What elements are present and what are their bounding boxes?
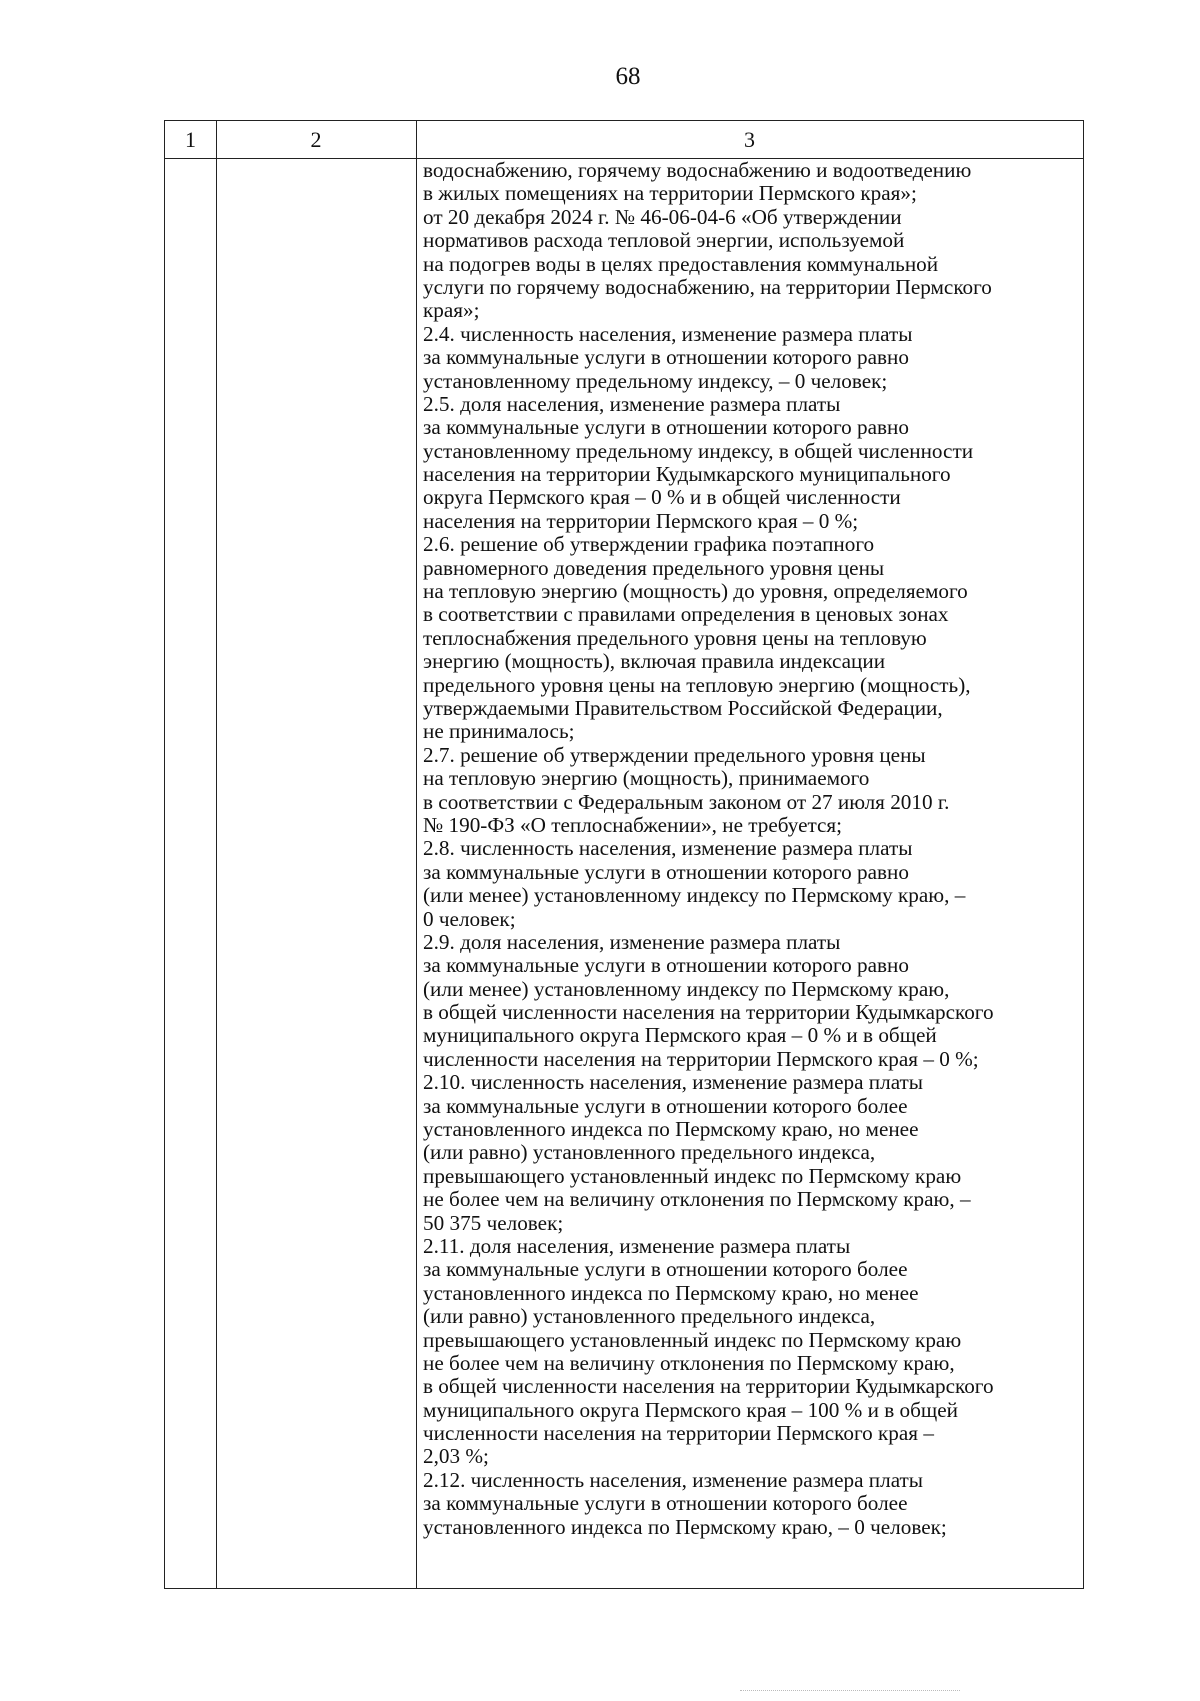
text-line: установленному предельному индексу, в общей численности <box>423 438 974 463</box>
text-line: численности населения на территории Пермского края – 0 %; <box>423 1046 979 1071</box>
text-line: за коммунальные услуги в отношении которого равно <box>423 953 909 978</box>
text-line: не принималось; <box>423 719 575 744</box>
text-line: установленного индекса по Пермскому краю, но менее <box>423 1117 919 1142</box>
text-line: нормативов расхода тепловой энергии, используемой <box>423 228 905 253</box>
text-line: установленному предельному индексу, – 0 человек; <box>423 368 888 393</box>
column-divider-2 <box>416 121 417 1588</box>
text-line: установленного индекса по Пермскому краю, – 0 человек; <box>423 1514 947 1539</box>
text-line: 2.5. доля населения, изменение размера платы <box>423 391 841 416</box>
text-line: за коммунальные услуги в отношении которого более <box>423 1491 908 1516</box>
text-line: за коммунальные услуги в отношении которого равно <box>423 415 909 440</box>
text-line: превышающего установленный индекс по Пермскому краю <box>423 1327 962 1352</box>
text-line: 2.10. численность населения, изменение размера платы <box>423 1070 924 1095</box>
text-line: муниципального округа Пермского края – 100 % и в общей <box>423 1397 958 1422</box>
text-line: энергию (мощность), включая правила индексации <box>423 649 886 674</box>
text-line: 2,03 %; <box>423 1444 489 1469</box>
text-line: округа Пермского края – 0 % и в общей численности <box>423 485 901 510</box>
text-line: на тепловую энергию (мощность) до уровня, определяемого <box>423 579 968 604</box>
text-line: в общей численности населения на территории Кудымкарского <box>423 1374 994 1399</box>
scan-artifact <box>740 1690 960 1691</box>
text-line: (или равно) установленного предельного индекса, <box>423 1304 876 1329</box>
text-line: 2.4. численность населения, изменение размера платы <box>423 321 913 346</box>
column-header-1: 1 <box>185 127 196 152</box>
text-line: численности населения на территории Пермского края – <box>423 1421 934 1446</box>
text-line: 50 375 человек; <box>423 1210 564 1235</box>
text-line: 2.11. доля населения, изменение размера платы <box>423 1233 851 1258</box>
text-line: равномерного доведения предельного уровня цены <box>423 555 885 580</box>
text-line: населения на территории Пермского края – 0 %; <box>423 508 859 533</box>
text-line: теплоснабжения предельного уровня цены на тепловую <box>423 625 927 650</box>
column-3-text <box>423 159 1083 1539</box>
text-line: (или менее) установленному индексу по Пермскому краю, – <box>423 883 966 908</box>
text-line: от 20 декабря 2024 г. № 46-06-04-6 «Об утверждении <box>423 204 902 229</box>
text-line: за коммунальные услуги в отношении которого равно <box>423 859 909 884</box>
text-line: за коммунальные услуги в отношении которого более <box>423 1093 908 1118</box>
text-line: № 190-ФЗ «О теплоснабжении», не требуется; <box>423 812 843 837</box>
text-line: водоснабжению, горячему водоснабжению и водоотведению <box>423 158 972 182</box>
column-header-3: 3 <box>744 127 755 152</box>
text-line: услуги по горячему водоснабжению, на территории Пермского <box>423 274 992 299</box>
text-line: превышающего установленный индекс по Пермскому краю <box>423 1163 962 1188</box>
text-line: установленного индекса по Пермскому краю, но менее <box>423 1280 919 1305</box>
text-line: 2.8. численность населения, изменение размера платы <box>423 836 913 861</box>
text-line: предельного уровня цены на тепловую энергию (мощность), <box>423 672 971 697</box>
text-line: 2.9. доля населения, изменение размера платы <box>423 929 841 954</box>
column-divider-1 <box>216 121 217 1588</box>
text-line: (или равно) установленного предельного индекса, <box>423 1140 876 1165</box>
document-table <box>164 120 1084 1589</box>
text-line: утверждаемыми Правительством Российской Федерации, <box>423 695 943 720</box>
text-line: на подогрев воды в целях предоставления коммунальной <box>423 251 939 276</box>
text-line: в соответствии с правилами определения в ценовых зонах <box>423 602 949 627</box>
text-line: муниципального округа Пермского края – 0 % и в общей <box>423 1023 937 1048</box>
text-line: на тепловую энергию (мощность), принимаемого <box>423 766 870 791</box>
text-line: в жилых помещениях на территории Пермского края»; <box>423 181 917 206</box>
text-line: за коммунальные услуги в отношении которого более <box>423 1257 908 1282</box>
text-line: не более чем на величину отклонения по Пермскому краю, <box>423 1350 955 1375</box>
text-line: не более чем на величину отклонения по Пермскому краю, – <box>423 1187 971 1212</box>
text-line: 2.7. решение об утверждении предельного уровня цены <box>423 742 926 767</box>
page-number: 68 <box>615 63 641 90</box>
text-line: 2.6. решение об утверждении графика поэтапного <box>423 532 875 557</box>
text-line: в общей численности населения на территории Кудымкарского <box>423 1000 994 1025</box>
text-line: 2.12. численность населения, изменение размера платы <box>423 1467 924 1492</box>
text-line: 0 человек; <box>423 906 516 931</box>
text-line: края»; <box>423 298 480 323</box>
text-line: (или менее) установленному индексу по Пермскому краю, <box>423 976 950 1001</box>
text-line: за коммунальные услуги в отношении которого равно <box>423 345 909 370</box>
column-header-2: 2 <box>310 127 322 152</box>
text-line: в соответствии с Федеральным законом от 27 июля 2010 г. <box>423 789 950 814</box>
text-line: населения на территории Кудымкарского муниципального <box>423 462 951 487</box>
